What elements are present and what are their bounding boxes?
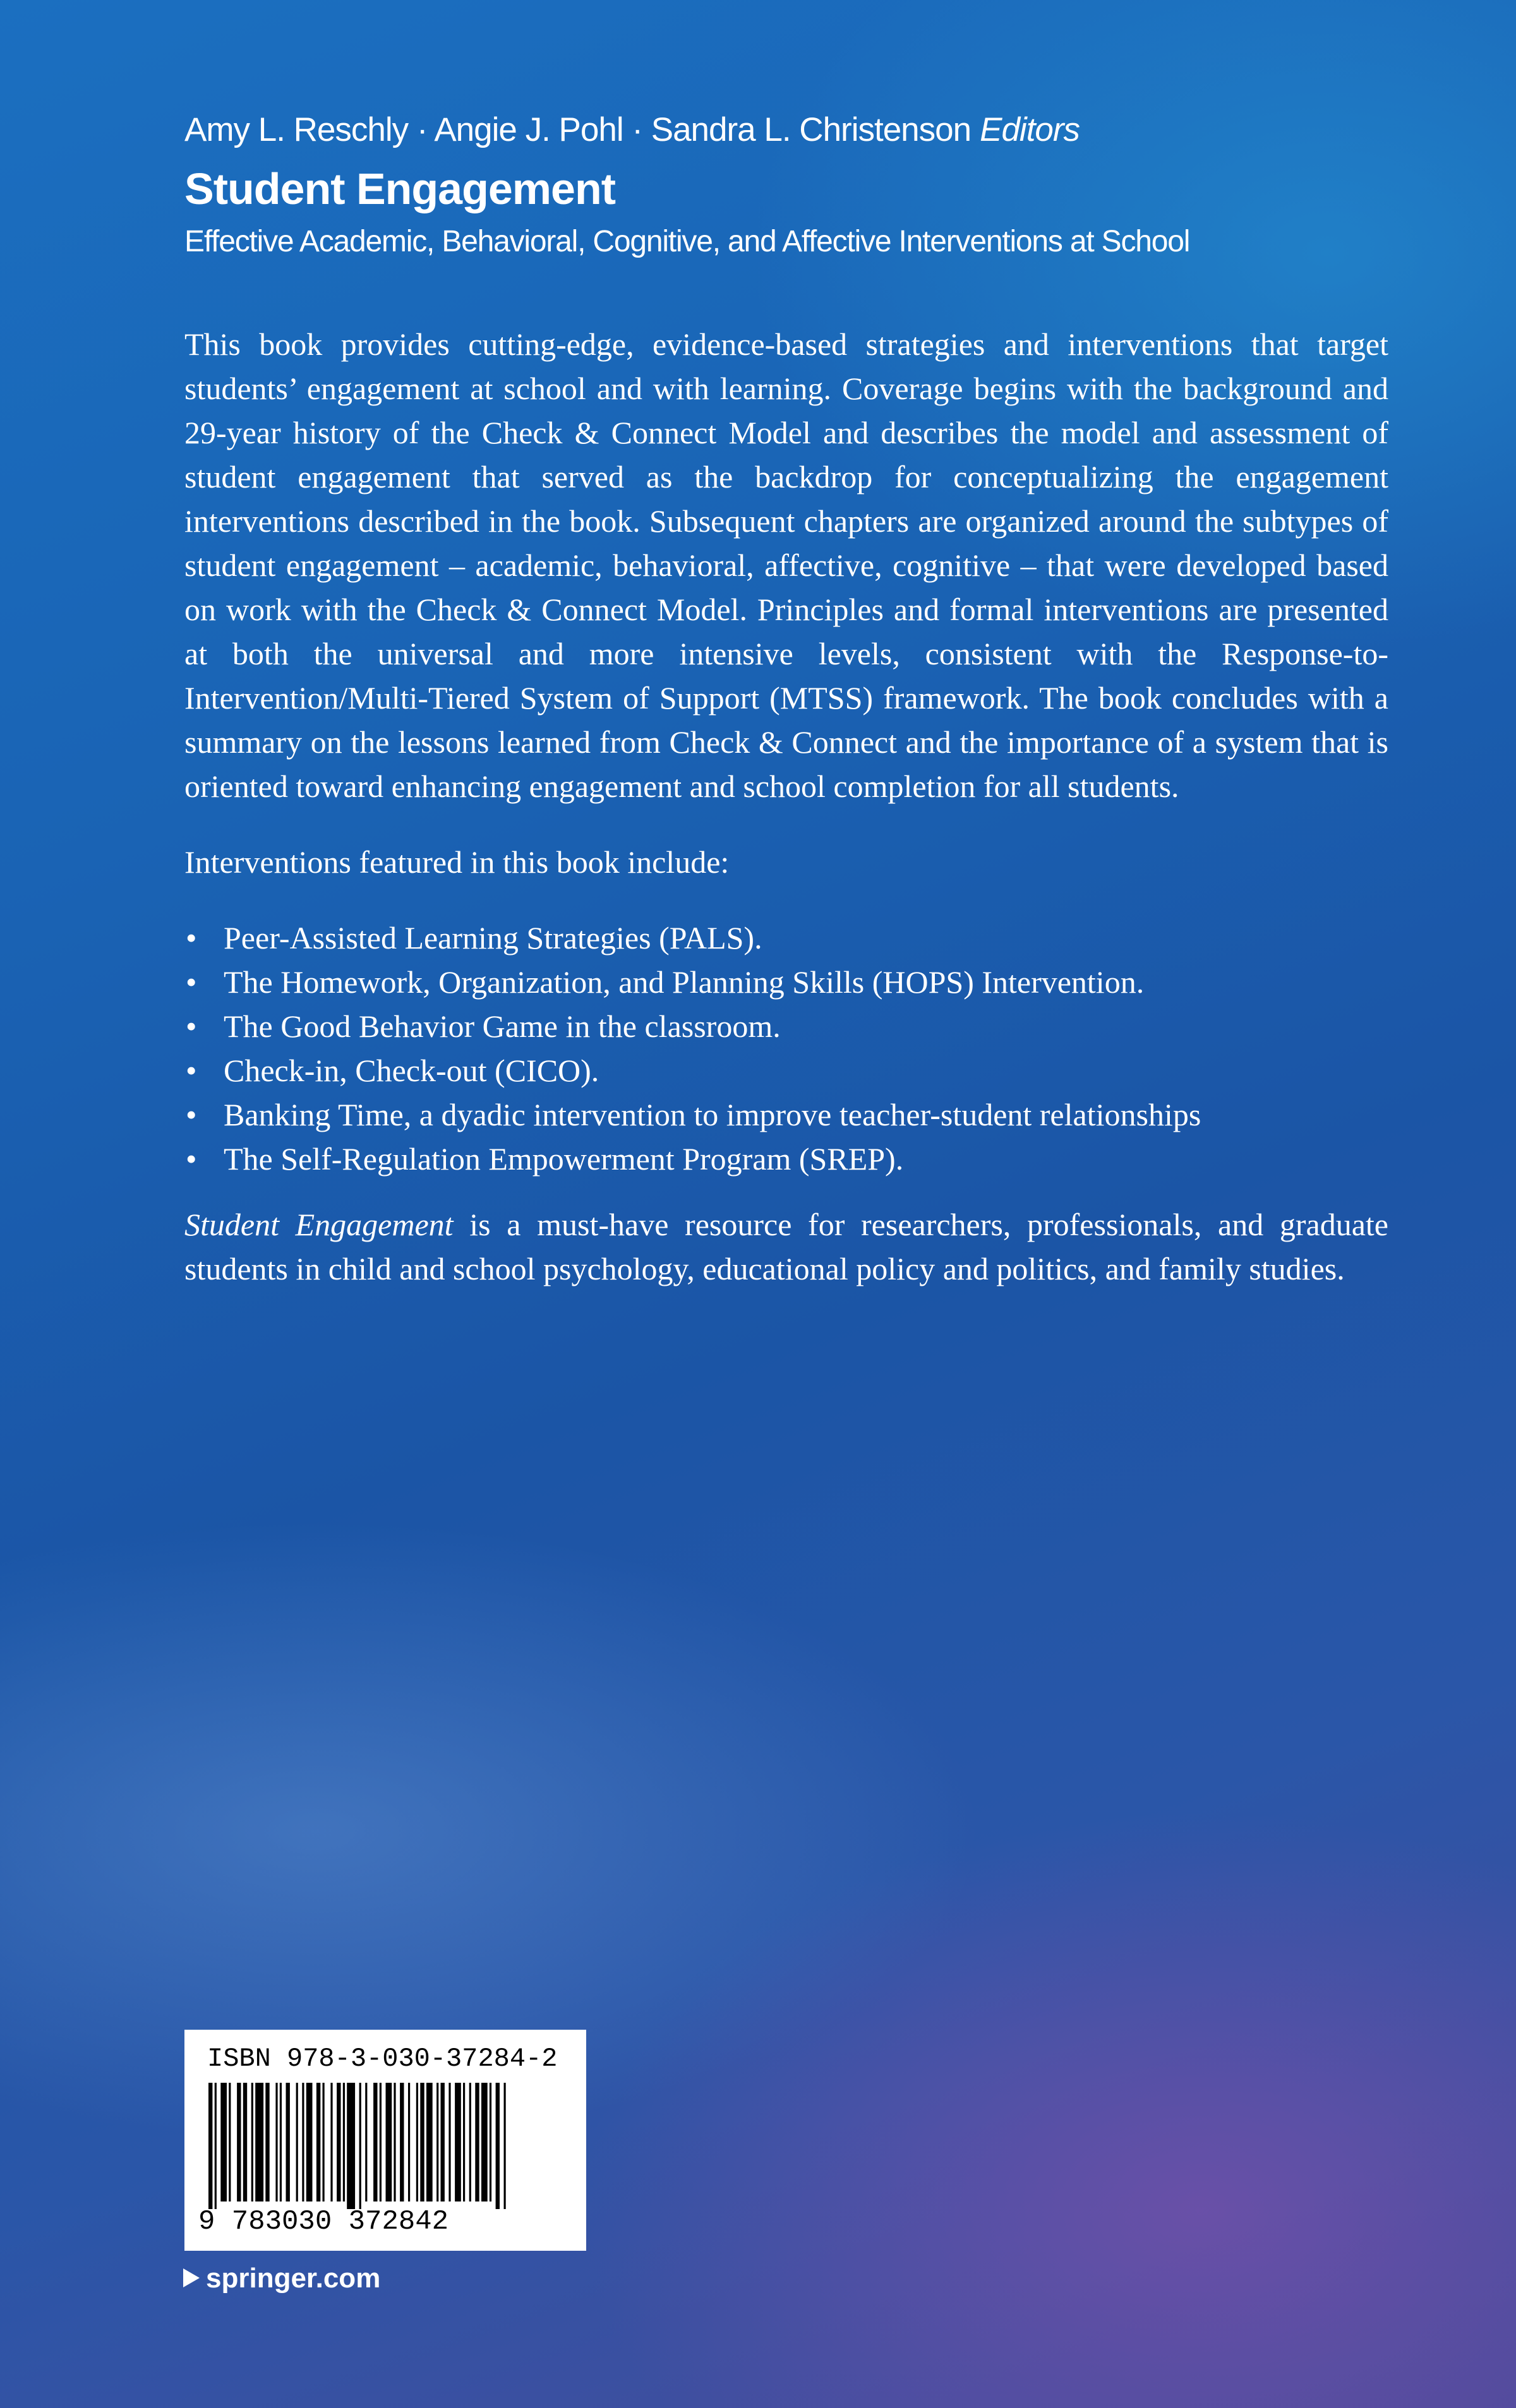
interventions-intro: Interventions featured in this book include:: [184, 844, 730, 880]
list-item: [184, 1093, 1388, 1137]
isbn-label: ISBN 978-3-030-37284-2: [207, 2044, 558, 2074]
barcode-bars-icon: [206, 2083, 560, 2209]
closing-paragraph: [184, 1202, 1388, 1291]
bullet-icon: •: [186, 964, 197, 1000]
editors-line: [184, 107, 1388, 153]
book-description: This book provides cutting-edge, evidence-based strategies and interventions that target students’ engagement at school and with learning. Coverage begins with the background and 29-year history of the Check & Connect Model and describes the model and assessment of student engagement that served as the backdrop for conceptualizing the engagement interventions described in the book. Subsequent chapters are organized around the subtypes of student engagement – academic, behavioral, affective, cognitive – that were developed based on work with the Check & Connect Model. Principles and formal interventions are presented at both the universal and more intensive levels, consistent with the Response-to-Intervention/Multi-Tiered System of Support (MTSS) framework. The book concludes with a summary on the lessons learned from Check & Connect and the importance of a system that is oriented toward enhancing engagement and school completion for all students.: [184, 326, 1388, 804]
closing-text: is a must-have resource for researchers, professionals, and graduate students in child and school psychology, educational policy and politics, and family studies.: [184, 1207, 1388, 1286]
list-item-text: The Self-Regulation Empowerment Program (SREP).: [224, 1141, 904, 1177]
list-item: [184, 1137, 1388, 1181]
bullet-icon: •: [186, 920, 197, 955]
play-arrow-icon: [183, 2260, 200, 2297]
book-title: Student Engagement: [184, 164, 616, 213]
isbn-barcode: [184, 2030, 586, 2251]
list-item: [184, 1048, 1388, 1093]
list-item-text: Check-in, Check-out (CICO).: [224, 1053, 599, 1088]
editors-role: Editors: [980, 111, 1080, 148]
editors-names: Amy L. Reschly · Angie J. Pohl · Sandra L. Christenson: [184, 111, 972, 148]
website-link[interactable]: springer.com: [206, 2263, 381, 2294]
publisher-website[interactable]: [183, 2260, 380, 2297]
list-item-text: Peer-Assisted Learning Strategies (PALS).: [224, 920, 762, 955]
list-item-text: The Homework, Organization, and Planning Skills (HOPS) Intervention.: [224, 964, 1145, 1000]
bullet-icon: •: [186, 1009, 197, 1044]
bullet-icon: •: [186, 1141, 197, 1177]
list-item: [184, 960, 1388, 1004]
book-subtitle: Effective Academic, Behavioral, Cognitive, and Affective Interventions at School: [184, 225, 1190, 258]
interventions-list: [184, 916, 1388, 1181]
list-item-text: Banking Time, a dyadic intervention to improve teacher-student relationships: [224, 1097, 1201, 1132]
closing-emphasis: Student Engagement: [184, 1207, 454, 1242]
list-item: [184, 1004, 1388, 1048]
list-item: [184, 916, 1388, 960]
back-cover-content: [184, 107, 1388, 1322]
list-item-text: The Good Behavior Game in the classroom.: [224, 1009, 781, 1044]
bullet-icon: •: [186, 1097, 197, 1132]
bullet-icon: •: [186, 1053, 197, 1088]
barcode-digits: 9 783030 372842: [198, 2206, 449, 2237]
